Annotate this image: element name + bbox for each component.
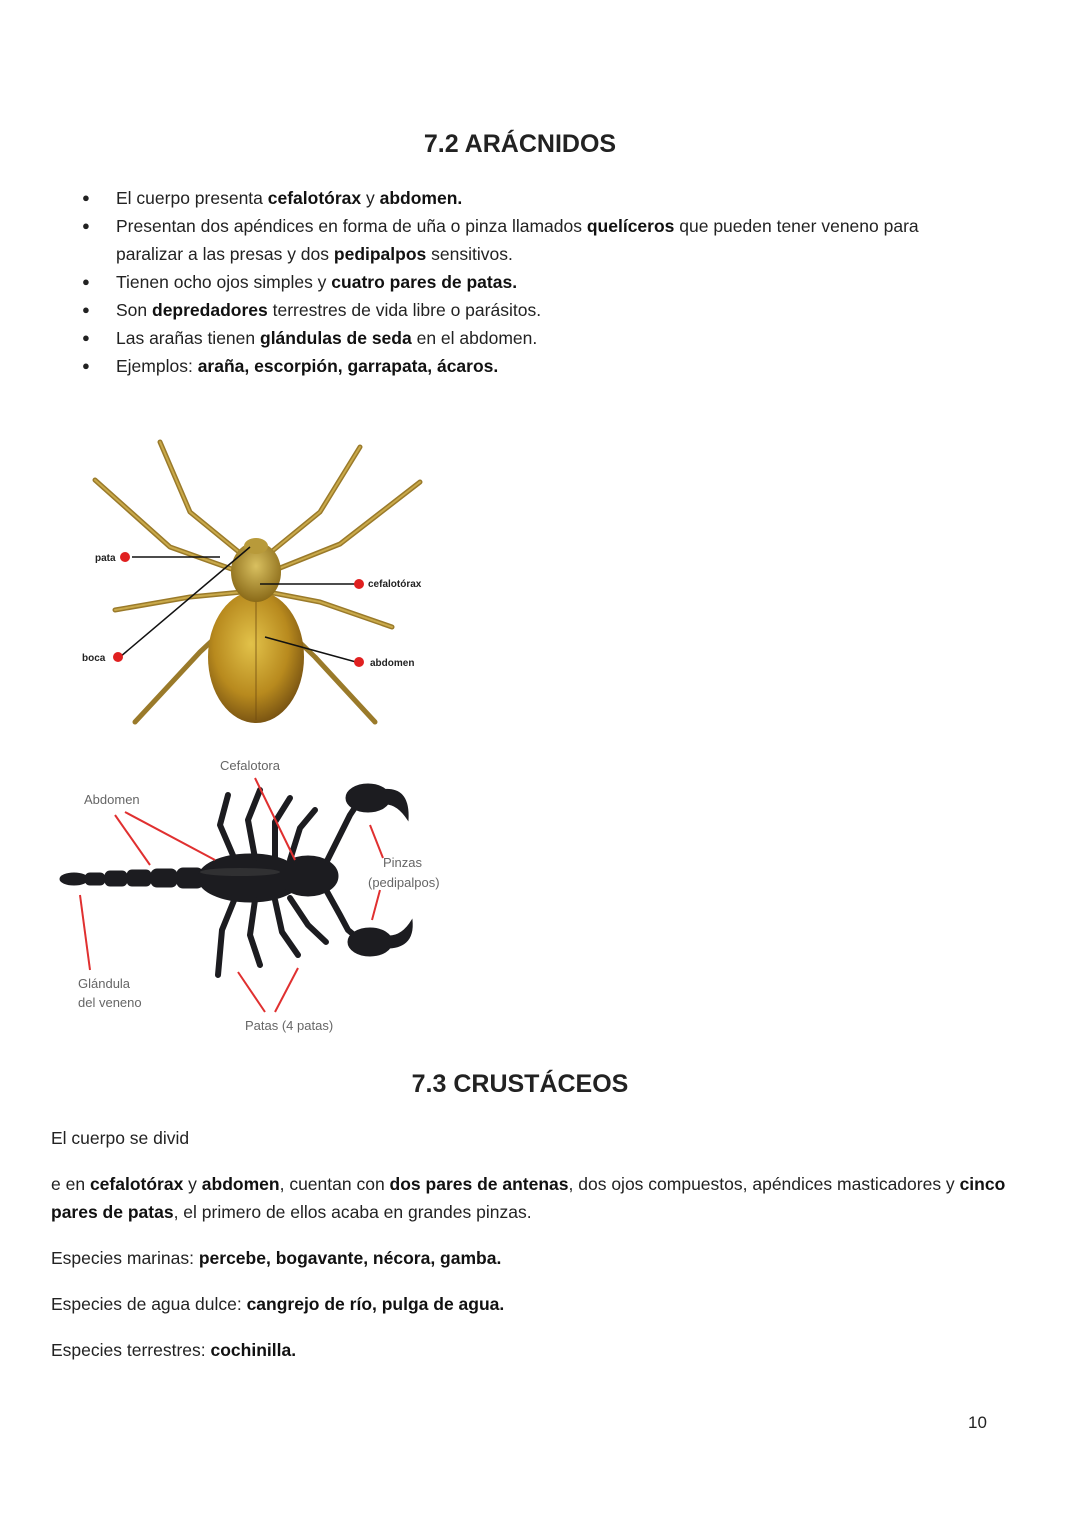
crustacean-paragraph-1: El cuerpo se divid xyxy=(51,1128,190,1148)
page-number: 10 xyxy=(968,1413,987,1432)
scorpion-diagram xyxy=(50,750,450,1040)
terrestrial-species-line: Especies terrestres: cochinilla. xyxy=(51,1340,297,1360)
label-glandula-line2: del veneno xyxy=(78,995,142,1010)
label-dot-cefalotorax xyxy=(354,579,364,589)
label-abdomen: abdomen xyxy=(370,658,415,669)
label-dot-pata xyxy=(120,552,130,562)
spider-diagram xyxy=(70,432,440,732)
label-pata: pata xyxy=(95,553,116,564)
label-dot-abdomen xyxy=(354,657,364,667)
section-title-crustaceans: 7.3 CRUSTÁCEOS xyxy=(411,1070,629,1098)
label-glandula-line1: Glándula xyxy=(78,976,131,991)
bullet-item: ● Tienen ocho ojos simples y cuatro pares de patas. xyxy=(80,268,960,296)
label-pedipalpos: (pedipalpos) xyxy=(368,875,440,890)
label-cefalotora: Cefalotora xyxy=(220,758,280,773)
label-pinzas: Pinzas xyxy=(383,855,423,870)
bullet-item: ● Ejemplos: araña, escorpión, garrapata, ácaros. xyxy=(80,352,960,380)
bullet-item: ● Las arañas tienen glándulas de seda en el abdomen. xyxy=(80,324,960,352)
section-title-arachnids: 7.2 ARÁCNIDOS xyxy=(423,130,617,158)
label-dot-boca xyxy=(113,652,123,662)
bullet-item: ● Presentan dos apéndices en forma de uña o pinza llamados quelíceros que pueden tener veneno para paralizar a las presas y dos pedipalpos sensitivos. xyxy=(80,212,960,268)
scorpion-body xyxy=(60,784,412,975)
marine-species-line: Especies marinas: percebe, bogavante, nécora, gamba. xyxy=(51,1248,502,1268)
label-cefalotorax: cefalotórax xyxy=(368,579,422,590)
freshwater-species-line: Especies de agua dulce: cangrejo de río, pulga de agua. xyxy=(51,1294,505,1314)
arachnid-bullet-list xyxy=(80,184,960,380)
label-patas: Patas (4 patas) xyxy=(245,1018,334,1033)
label-abdomen-scorpion: Abdomen xyxy=(84,792,140,807)
crustacean-paragraph-2: e en cefalotórax y abdomen, cuentan con dos pares de antenas, dos ojos compuestos, apéndices masticadores y cinco pares de patas, el primero de ellos acaba en grandes pinzas. xyxy=(51,1174,1006,1222)
label-boca: boca xyxy=(82,653,106,664)
bullet-item: ● El cuerpo presenta cefalotórax y abdomen. xyxy=(80,184,960,212)
bullet-item: ● Son depredadores terrestres de vida libre o parásitos. xyxy=(80,296,960,324)
